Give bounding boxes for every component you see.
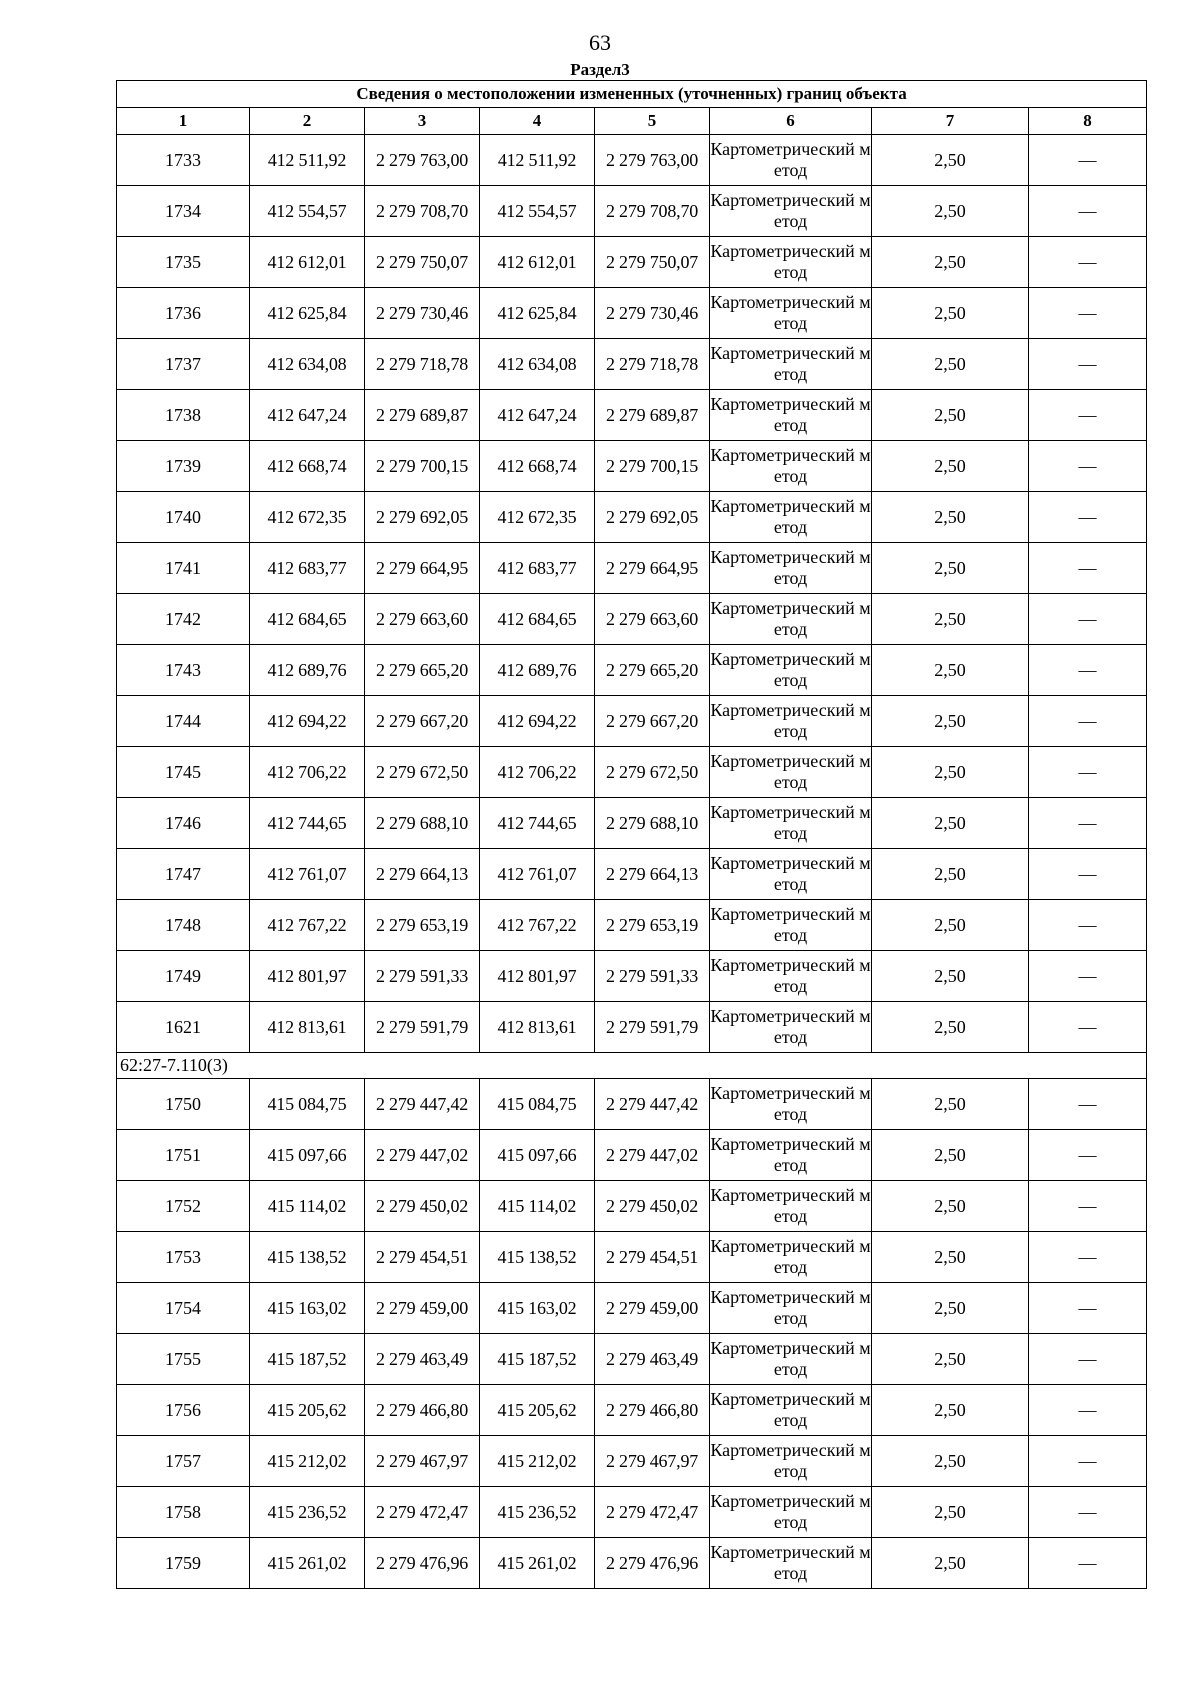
y-new-cell: 2 279 708,70 [595,186,710,237]
point-number-cell: 1739 [117,441,250,492]
precision-cell: 2,50 [872,1130,1029,1181]
x-new-cell: 412 689,76 [480,645,595,696]
x-new-cell: 412 761,07 [480,849,595,900]
x-old-cell: 412 625,84 [250,288,365,339]
y-old-cell: 2 279 672,50 [365,747,480,798]
precision-cell: 2,50 [872,390,1029,441]
method-cell: Картометрический метод [710,186,872,237]
description-cell: — [1029,1283,1147,1334]
y-old-cell: 2 279 730,46 [365,288,480,339]
method-cell: Картометрический метод [710,543,872,594]
description-cell: — [1029,1130,1147,1181]
x-new-cell: 412 672,35 [480,492,595,543]
y-old-cell: 2 279 466,80 [365,1385,480,1436]
description-cell: — [1029,645,1147,696]
x-old-cell: 412 683,77 [250,543,365,594]
point-number-cell: 1754 [117,1283,250,1334]
y-old-cell: 2 279 591,33 [365,951,480,1002]
table-row [117,1079,1147,1130]
description-cell: — [1029,1334,1147,1385]
x-new-cell: 412 684,65 [480,594,595,645]
method-cell: Картометрический метод [710,237,872,288]
x-old-cell: 412 647,24 [250,390,365,441]
precision-cell: 2,50 [872,1334,1029,1385]
precision-cell: 2,50 [872,1436,1029,1487]
method-cell: Картометрический метод [710,441,872,492]
column-header: 8 [1029,108,1147,135]
description-cell: — [1029,849,1147,900]
description-cell: — [1029,951,1147,1002]
x-old-cell: 412 706,22 [250,747,365,798]
y-old-cell: 2 279 591,79 [365,1002,480,1053]
table-row [117,696,1147,747]
precision-cell: 2,50 [872,1385,1029,1436]
group-label: 62:27-7.110(3) [117,1053,1147,1079]
point-number-cell: 1756 [117,1385,250,1436]
method-cell: Картометрический метод [710,1385,872,1436]
method-cell: Картометрический метод [710,951,872,1002]
precision-cell: 2,50 [872,798,1029,849]
x-new-cell: 415 163,02 [480,1283,595,1334]
point-number-cell: 1737 [117,339,250,390]
point-number-cell: 1746 [117,798,250,849]
method-cell: Картометрический метод [710,1436,872,1487]
x-new-cell: 412 813,61 [480,1002,595,1053]
x-old-cell: 415 084,75 [250,1079,365,1130]
y-new-cell: 2 279 466,80 [595,1385,710,1436]
x-new-cell: 415 114,02 [480,1181,595,1232]
table-row [117,390,1147,441]
y-old-cell: 2 279 664,13 [365,849,480,900]
x-old-cell: 415 097,66 [250,1130,365,1181]
point-number-cell: 1735 [117,237,250,288]
method-cell: Картометрический метод [710,849,872,900]
x-new-cell: 415 236,52 [480,1487,595,1538]
column-header-row [117,108,1147,135]
x-old-cell: 412 813,61 [250,1002,365,1053]
column-header: 6 [710,108,872,135]
description-cell: — [1029,543,1147,594]
column-header: 5 [595,108,710,135]
precision-cell: 2,50 [872,1002,1029,1053]
description-cell: — [1029,747,1147,798]
x-new-cell: 415 212,02 [480,1436,595,1487]
y-new-cell: 2 279 663,60 [595,594,710,645]
x-old-cell: 412 761,07 [250,849,365,900]
y-new-cell: 2 279 447,02 [595,1130,710,1181]
precision-cell: 2,50 [872,441,1029,492]
y-new-cell: 2 279 463,49 [595,1334,710,1385]
precision-cell: 2,50 [872,1538,1029,1589]
y-new-cell: 2 279 476,96 [595,1538,710,1589]
y-old-cell: 2 279 750,07 [365,237,480,288]
y-new-cell: 2 279 450,02 [595,1181,710,1232]
point-number-cell: 1751 [117,1130,250,1181]
description-cell: — [1029,1436,1147,1487]
x-new-cell: 415 097,66 [480,1130,595,1181]
point-number-cell: 1747 [117,849,250,900]
method-cell: Картометрический метод [710,1232,872,1283]
description-cell: — [1029,1079,1147,1130]
column-header: 3 [365,108,480,135]
x-new-cell: 412 668,74 [480,441,595,492]
method-cell: Картометрический метод [710,1538,872,1589]
description-cell: — [1029,798,1147,849]
x-new-cell: 412 767,22 [480,900,595,951]
y-new-cell: 2 279 459,00 [595,1283,710,1334]
x-new-cell: 412 612,01 [480,237,595,288]
x-new-cell: 412 647,24 [480,390,595,441]
table-row [117,951,1147,1002]
point-number-cell: 1757 [117,1436,250,1487]
y-new-cell: 2 279 667,20 [595,696,710,747]
precision-cell: 2,50 [872,186,1029,237]
method-cell: Картометрический метод [710,594,872,645]
x-old-cell: 412 801,97 [250,951,365,1002]
y-new-cell: 2 279 692,05 [595,492,710,543]
description-cell: — [1029,339,1147,390]
x-old-cell: 415 163,02 [250,1283,365,1334]
x-new-cell: 415 205,62 [480,1385,595,1436]
table-row [117,1130,1147,1181]
point-number-cell: 1621 [117,1002,250,1053]
y-old-cell: 2 279 708,70 [365,186,480,237]
x-new-cell: 415 084,75 [480,1079,595,1130]
y-old-cell: 2 279 663,60 [365,594,480,645]
description-cell: — [1029,1181,1147,1232]
method-cell: Картометрический метод [710,135,872,186]
table-row [117,900,1147,951]
description-cell: — [1029,288,1147,339]
method-cell: Картометрический метод [710,1283,872,1334]
x-new-cell: 412 683,77 [480,543,595,594]
table-row [117,1538,1147,1589]
table-row [117,492,1147,543]
y-old-cell: 2 279 689,87 [365,390,480,441]
precision-cell: 2,50 [872,1487,1029,1538]
method-cell: Картометрический метод [710,1079,872,1130]
x-old-cell: 412 511,92 [250,135,365,186]
coordinates-table [116,80,1147,1589]
y-new-cell: 2 279 672,50 [595,747,710,798]
precision-cell: 2,50 [872,1283,1029,1334]
x-new-cell: 412 801,97 [480,951,595,1002]
precision-cell: 2,50 [872,696,1029,747]
description-cell: — [1029,390,1147,441]
description-cell: — [1029,594,1147,645]
y-old-cell: 2 279 665,20 [365,645,480,696]
y-new-cell: 2 279 665,20 [595,645,710,696]
x-new-cell: 412 634,08 [480,339,595,390]
y-old-cell: 2 279 454,51 [365,1232,480,1283]
precision-cell: 2,50 [872,543,1029,594]
method-cell: Картометрический метод [710,900,872,951]
x-new-cell: 412 554,57 [480,186,595,237]
table-row [117,1181,1147,1232]
table-body [117,135,1147,1589]
description-cell: — [1029,1385,1147,1436]
description-cell: — [1029,492,1147,543]
x-old-cell: 415 212,02 [250,1436,365,1487]
x-old-cell: 415 187,52 [250,1334,365,1385]
method-cell: Картометрический метод [710,492,872,543]
precision-cell: 2,50 [872,288,1029,339]
section-title: Раздел3 [570,60,630,79]
y-new-cell: 2 279 730,46 [595,288,710,339]
method-cell: Картометрический метод [710,696,872,747]
x-new-cell: 415 261,02 [480,1538,595,1589]
table-row [117,747,1147,798]
x-old-cell: 412 684,65 [250,594,365,645]
x-old-cell: 412 694,22 [250,696,365,747]
method-cell: Картометрический метод [710,390,872,441]
y-old-cell: 2 279 447,02 [365,1130,480,1181]
precision-cell: 2,50 [872,645,1029,696]
column-header: 7 [872,108,1029,135]
precision-cell: 2,50 [872,135,1029,186]
precision-cell: 2,50 [872,1232,1029,1283]
method-cell: Картометрический метод [710,747,872,798]
y-new-cell: 2 279 700,15 [595,441,710,492]
point-number-cell: 1743 [117,645,250,696]
method-cell: Картометрический метод [710,1130,872,1181]
y-new-cell: 2 279 688,10 [595,798,710,849]
table-row [117,186,1147,237]
point-number-cell: 1740 [117,492,250,543]
table-row [117,1002,1147,1053]
description-cell: — [1029,1538,1147,1589]
y-old-cell: 2 279 700,15 [365,441,480,492]
y-old-cell: 2 279 447,42 [365,1079,480,1130]
precision-cell: 2,50 [872,900,1029,951]
point-number-cell: 1758 [117,1487,250,1538]
method-cell: Картометрический метод [710,645,872,696]
y-old-cell: 2 279 450,02 [365,1181,480,1232]
table-row [117,1436,1147,1487]
point-number-cell: 1741 [117,543,250,594]
x-new-cell: 412 706,22 [480,747,595,798]
y-new-cell: 2 279 653,19 [595,900,710,951]
x-old-cell: 415 205,62 [250,1385,365,1436]
description-cell: — [1029,1232,1147,1283]
point-number-cell: 1748 [117,900,250,951]
point-number-cell: 1750 [117,1079,250,1130]
x-old-cell: 412 689,76 [250,645,365,696]
description-cell: — [1029,186,1147,237]
point-number-cell: 1755 [117,1334,250,1385]
point-number-cell: 1753 [117,1232,250,1283]
y-old-cell: 2 279 688,10 [365,798,480,849]
table-row [117,135,1147,186]
x-old-cell: 415 138,52 [250,1232,365,1283]
point-number-cell: 1736 [117,288,250,339]
table-row [117,1385,1147,1436]
precision-cell: 2,50 [872,594,1029,645]
method-cell: Картометрический метод [710,1487,872,1538]
precision-cell: 2,50 [872,339,1029,390]
precision-cell: 2,50 [872,951,1029,1002]
x-old-cell: 412 672,35 [250,492,365,543]
x-new-cell: 412 511,92 [480,135,595,186]
y-new-cell: 2 279 718,78 [595,339,710,390]
description-cell: — [1029,441,1147,492]
point-number-cell: 1744 [117,696,250,747]
description-cell: — [1029,900,1147,951]
y-old-cell: 2 279 467,97 [365,1436,480,1487]
y-new-cell: 2 279 472,47 [595,1487,710,1538]
point-number-cell: 1734 [117,186,250,237]
x-new-cell: 412 694,22 [480,696,595,747]
x-old-cell: 415 114,02 [250,1181,365,1232]
method-cell: Картометрический метод [710,798,872,849]
x-old-cell: 412 634,08 [250,339,365,390]
table-row [117,1232,1147,1283]
group-label-row [117,1053,1147,1079]
method-cell: Картометрический метод [710,288,872,339]
table-row [117,339,1147,390]
point-number-cell: 1749 [117,951,250,1002]
y-old-cell: 2 279 664,95 [365,543,480,594]
table-row [117,1334,1147,1385]
y-new-cell: 2 279 447,42 [595,1079,710,1130]
description-cell: — [1029,1002,1147,1053]
y-new-cell: 2 279 454,51 [595,1232,710,1283]
y-new-cell: 2 279 689,87 [595,390,710,441]
description-cell: — [1029,696,1147,747]
point-number-cell: 1745 [117,747,250,798]
y-old-cell: 2 279 692,05 [365,492,480,543]
y-new-cell: 2 279 591,33 [595,951,710,1002]
x-old-cell: 415 236,52 [250,1487,365,1538]
table-row [117,441,1147,492]
table-row [117,594,1147,645]
precision-cell: 2,50 [872,747,1029,798]
x-new-cell: 412 625,84 [480,288,595,339]
description-cell: — [1029,1487,1147,1538]
x-old-cell: 412 612,01 [250,237,365,288]
method-cell: Картометрический метод [710,1181,872,1232]
column-header: 1 [117,108,250,135]
point-number-cell: 1742 [117,594,250,645]
point-number-cell: 1759 [117,1538,250,1589]
point-number-cell: 1733 [117,135,250,186]
y-new-cell: 2 279 763,00 [595,135,710,186]
point-number-cell: 1738 [117,390,250,441]
table-caption: Сведения о местоположении измененных (уточненных) границ объекта [117,81,1147,108]
table-row [117,798,1147,849]
table-row [117,1283,1147,1334]
y-old-cell: 2 279 476,96 [365,1538,480,1589]
description-cell: — [1029,135,1147,186]
y-old-cell: 2 279 463,49 [365,1334,480,1385]
point-number-cell: 1752 [117,1181,250,1232]
y-new-cell: 2 279 591,79 [595,1002,710,1053]
table-row [117,237,1147,288]
x-old-cell: 412 554,57 [250,186,365,237]
y-new-cell: 2 279 664,95 [595,543,710,594]
x-old-cell: 412 767,22 [250,900,365,951]
table-row [117,543,1147,594]
table-row [117,1487,1147,1538]
x-new-cell: 415 187,52 [480,1334,595,1385]
precision-cell: 2,50 [872,1181,1029,1232]
method-cell: Картометрический метод [710,1334,872,1385]
y-old-cell: 2 279 653,19 [365,900,480,951]
y-new-cell: 2 279 664,13 [595,849,710,900]
page-number: 63 [589,30,611,55]
method-cell: Картометрический метод [710,1002,872,1053]
precision-cell: 2,50 [872,1079,1029,1130]
y-old-cell: 2 279 459,00 [365,1283,480,1334]
y-old-cell: 2 279 718,78 [365,339,480,390]
x-new-cell: 415 138,52 [480,1232,595,1283]
y-new-cell: 2 279 750,07 [595,237,710,288]
table-row [117,288,1147,339]
y-old-cell: 2 279 667,20 [365,696,480,747]
method-cell: Картометрический метод [710,339,872,390]
column-header: 2 [250,108,365,135]
y-old-cell: 2 279 763,00 [365,135,480,186]
description-cell: — [1029,237,1147,288]
x-old-cell: 415 261,02 [250,1538,365,1589]
precision-cell: 2,50 [872,492,1029,543]
table-row [117,849,1147,900]
x-old-cell: 412 668,74 [250,441,365,492]
x-new-cell: 412 744,65 [480,798,595,849]
column-header: 4 [480,108,595,135]
table-row [117,645,1147,696]
y-old-cell: 2 279 472,47 [365,1487,480,1538]
y-new-cell: 2 279 467,97 [595,1436,710,1487]
x-old-cell: 412 744,65 [250,798,365,849]
precision-cell: 2,50 [872,849,1029,900]
precision-cell: 2,50 [872,237,1029,288]
